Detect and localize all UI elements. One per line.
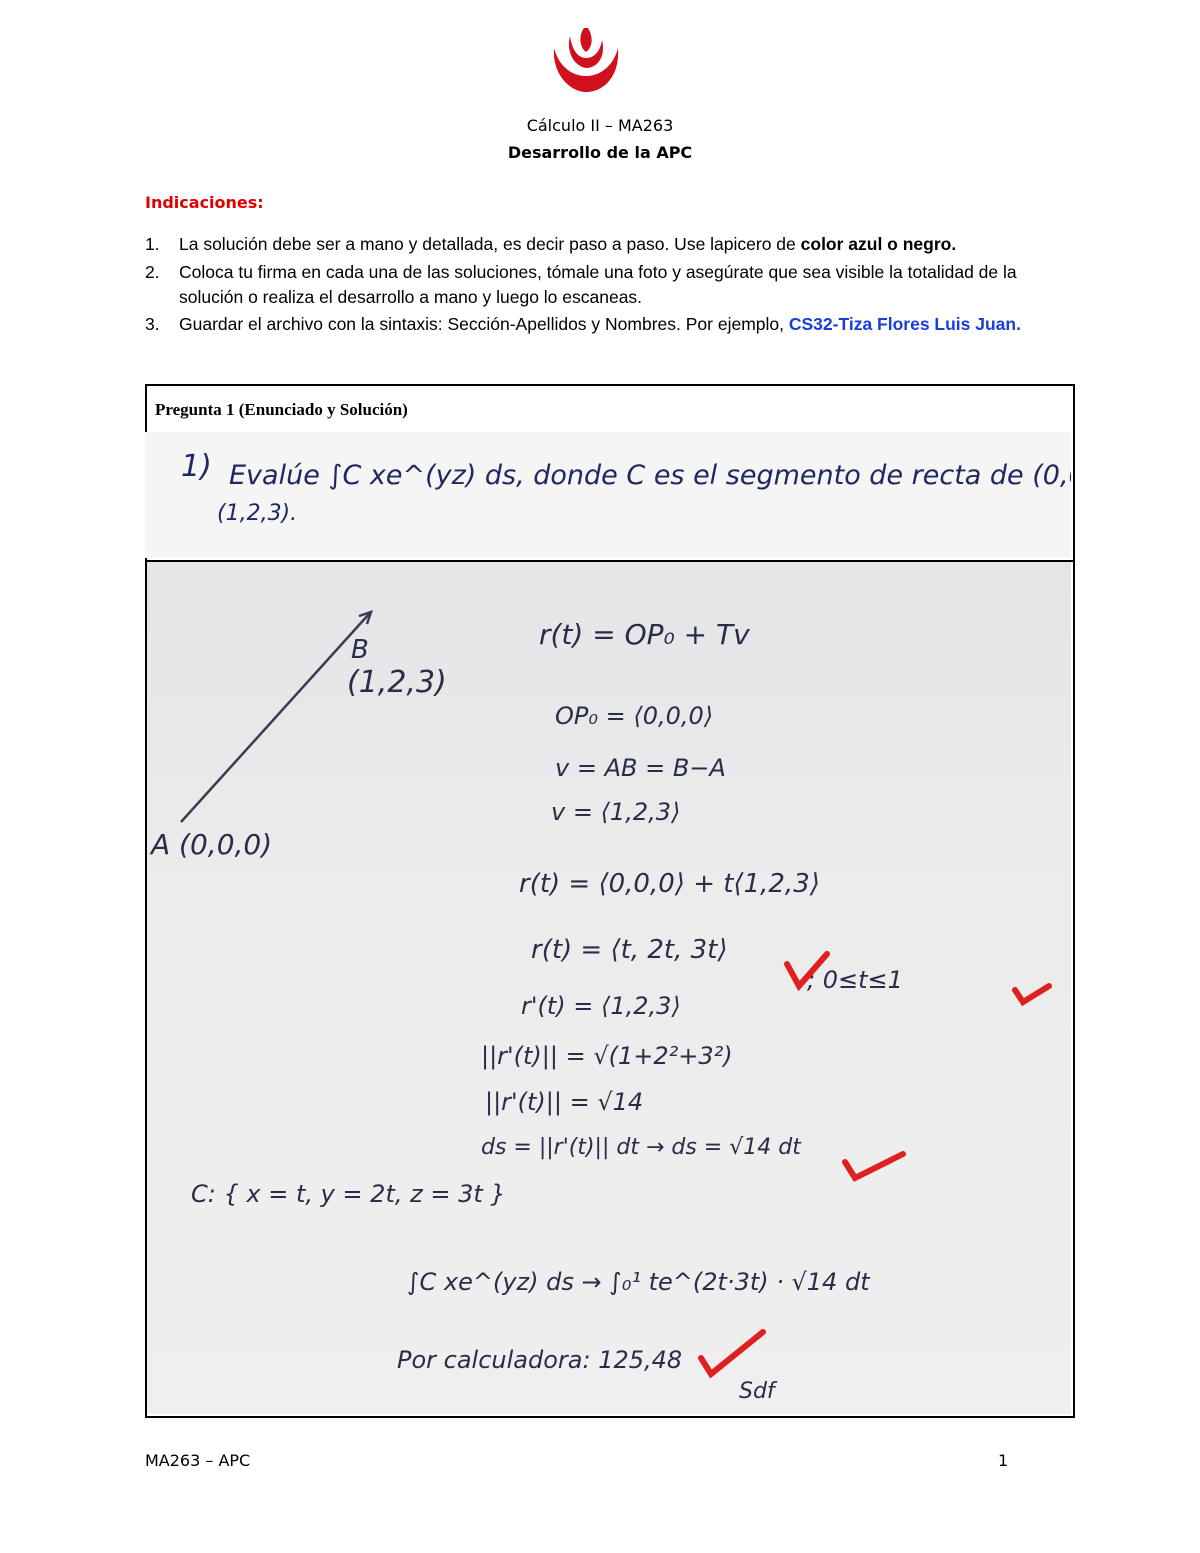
question-title: Pregunta 1 (Enunciado y Solución): [155, 400, 408, 419]
statement-photo: [145, 432, 1071, 558]
item-number: 3.: [145, 314, 160, 334]
step-r-prime: r'(t) = ⟨1,2,3⟩: [521, 992, 681, 1020]
page-number: 1: [998, 1451, 1009, 1470]
checkmark-icon: [1015, 986, 1049, 1002]
instructions-heading: Indicaciones:: [145, 193, 264, 212]
step-norm-value: ||r'(t)|| = √14: [485, 1088, 644, 1116]
step-v-def: v = AB = B−A: [555, 754, 726, 782]
point-a-label: A (0,0,0): [151, 828, 273, 861]
step-v-value: v = ⟨1,2,3⟩: [551, 798, 681, 826]
example-filename: CS32-Tiza Flores Luis Juan.: [788, 314, 1021, 334]
page-subtitle: Desarrollo de la APC: [507, 143, 693, 162]
statement-line-1: Evalúe ∫C xe^(yz) ds, donde C es el segmento de recta de (0,0,0) a: [229, 460, 1071, 491]
step-r-param: r(t) = ⟨0,0,0⟩ + t⟨1,2,3⟩: [519, 869, 820, 899]
item-text-main: La solución debe ser a mano y detallada, es decir paso a paso. Use lapicero de: [179, 234, 801, 254]
step-r-final: r(t) = ⟨t, 2t, 3t⟩: [531, 935, 728, 965]
point-b-coords: (1,2,3): [347, 665, 447, 700]
point-b-label: B: [351, 635, 369, 665]
step-norm: ||r'(t)|| = √(1+2²+3²): [481, 1042, 733, 1070]
footer-course: MA263 – APC: [145, 1451, 251, 1470]
university-logo: [548, 26, 624, 96]
item-text: [179, 232, 1079, 257]
statement-number: 1): [181, 449, 212, 484]
item-text-main: Guardar el archivo con la sintaxis: Sección-Apellidos y Nombres. Por ejemplo,: [179, 314, 789, 334]
checkmark-icon: [701, 1332, 763, 1374]
item-number: 2.: [145, 262, 160, 282]
item-number: 1.: [145, 234, 160, 254]
signature: Sdf: [739, 1379, 775, 1404]
solution-photo: [147, 562, 1071, 1414]
step-result: Por calculadora: 125,48: [397, 1346, 683, 1374]
course-title: Cálculo II – MA263: [526, 116, 674, 135]
item-text: Coloca tu firma en cada una de las soluciones, tómale una foto y asegúrate que sea visible la totalidad de la solución o realiza el desarrollo a mano y luego lo escaneas.: [179, 262, 1017, 307]
curve-parametrization: C: { x = t, y = 2t, z = 3t }: [191, 1180, 506, 1208]
segment-ab-line: [181, 614, 369, 822]
step-t-range: ; 0≤t≤1: [807, 966, 903, 994]
step-position-vector: r(t) = OP₀ + Tv: [539, 618, 750, 651]
statement-line-2: (1,2,3).: [217, 501, 298, 526]
step-op0: OP₀ = ⟨0,0,0⟩: [555, 702, 714, 730]
checkmark-icon: [845, 1154, 903, 1178]
item-text-bold: color azul o negro.: [800, 234, 957, 254]
step-integral: ∫C xe^(yz) ds → ∫₀¹ te^(2t·3t) · √14 dt: [407, 1268, 870, 1296]
item-text: [179, 312, 1079, 337]
step-ds: ds = ||r'(t)|| dt → ds = √14 dt: [481, 1135, 801, 1160]
